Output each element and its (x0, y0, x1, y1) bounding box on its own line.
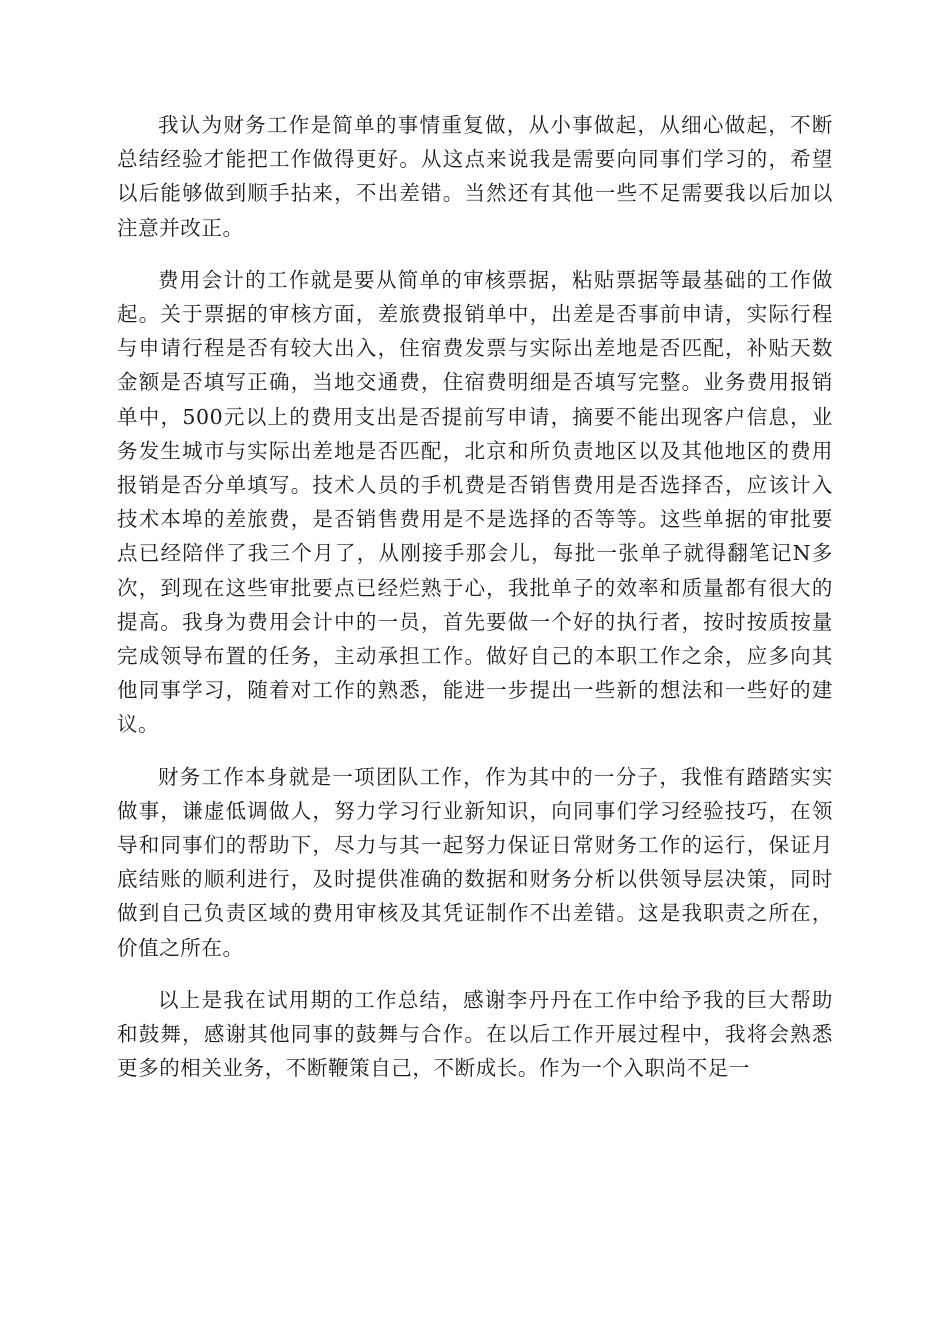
paragraph-2: 费用会计的工作就是要从简单的审核票据，粘贴票据等最基础的工作做起。关于票据的审核方面，差旅费报销单中，出差是否事前申请，实际行程与申请行程是否有较大出入，住宿费发票与实际出差地是否匹配，补贴天数金额是否填写正确，当地交通费，住宿费明细是否填写完整。业务费用报销单中，500元以上的费用支出是否提前写申请，摘要不能出现客户信息，业务发生城市与实际出差地是否匹配，北京和所负责地区以及其他地区的费用报销是否分单填写。技术人员的手机费是否销售费用是否选择否，应该计入技术本埠的差旅费，是否销售费用是不是选择的否等等。这些单据的审批要点已经陪伴了我三个月了，从刚接手那会儿，每批一张单子就得翻笔记N多次，到现在这些审批要点已经烂熟于心，我批单子的效率和质量都有很大的提高。我身为费用会计中的一员，首先要做一个好的执行者，按时按质按量完成领导布置的任务，主动承担工作。做好自己的本职工作之余，应多向其他同事学习，随着对工作的熟悉，能进一步提出一些新的想法和一些好的建议。 (117, 267, 833, 737)
paragraph-1: 我认为财务工作是简单的事情重复做，从小事做起，从细心做起，不断总结经验才能把工作做得更好。从这点来说我是需要向同事们学习的，希望以后能够做到顺手拈来，不出差错。当然还有其他一些不足需要我以后加以注意并改正。 (117, 113, 833, 240)
paragraph-3: 财务工作本身就是一项团队工作，作为其中的一分子，我惟有踏踏实实做事，谦虚低调做人，努力学习行业新知识，向同事们学习经验技巧，在领导和同事们的帮助下，尽力与其一起努力保证日常财务工作的运行，保证月底结账的顺利进行，及时提供准确的数据和财务分析以供领导层决策，同时做到自己负责区域的费用审核及其凭证制作不出差错。这是我职责之所在，价值之所在。 (117, 764, 833, 960)
document-page (117, 108, 833, 1103)
paragraph-4: 以上是我在试用期的工作总结，感谢李丹丹在工作中给予我的巨大帮助和鼓舞，感谢其他同事的鼓舞与合作。在以后工作开展过程中，我将会熟悉更多的相关业务，不断鞭策自己，不断成长。作为一个入职尚不足一 (117, 987, 833, 1081)
